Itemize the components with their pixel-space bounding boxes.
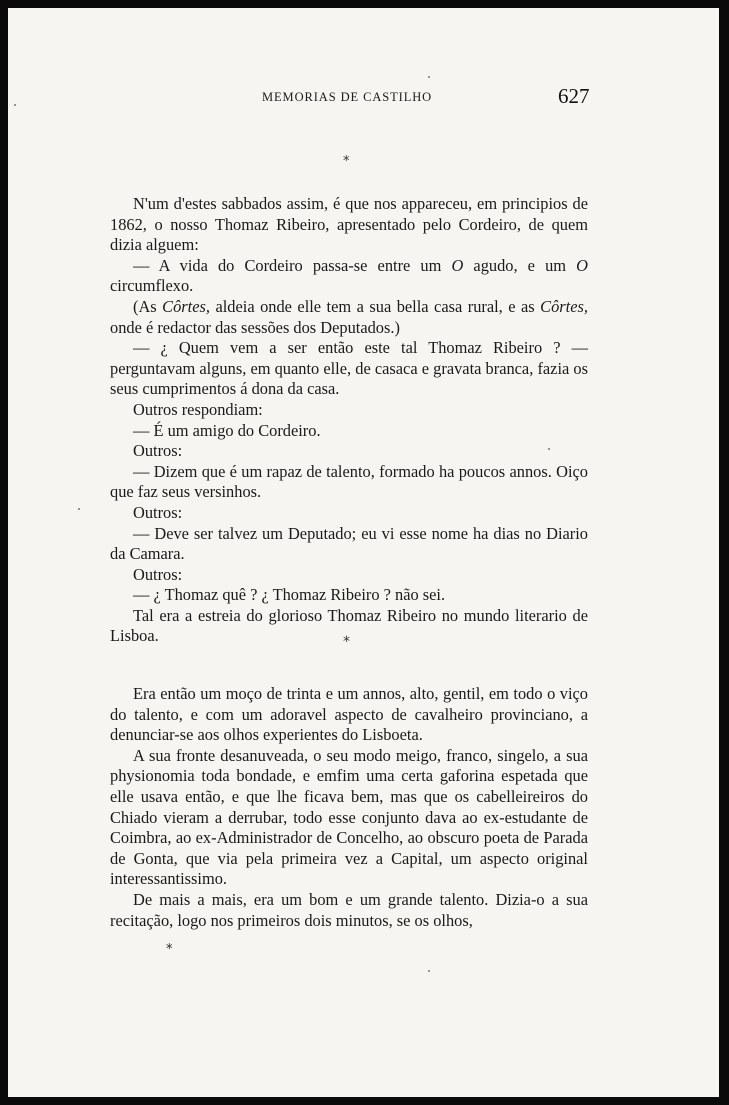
asterism-ornament: * <box>343 154 350 169</box>
paragraph: Era então um moço de trinta e um annos, alto, gentil, em todo o viço do talento, e com um adoravel aspecto de cavalheiro provinciano, a denunciar-se aos olhos experientes do Lisboeta. <box>110 684 588 745</box>
paper-speck <box>428 970 430 972</box>
paper-speck <box>78 508 80 510</box>
dialogue-line: — ¿ Thomaz quê ? ¿ Thomaz Ribeiro ? não sei. <box>133 585 446 605</box>
dialogue-line: — Dizem que é um rapaz de talento, formado ha poucos annos. Oiço que faz seus versinhos. <box>110 461 588 502</box>
paragraph: N'um d'estes sabbados assim, é que nos appareceu, em principios de 1862, o nosso Thomaz Ribeiro, apresentado pelo Cordeiro, de quem dizia alguem: <box>110 194 588 255</box>
dialogue-line: — Deve ser talvez um Deputado; eu vi esse nome ha dias no Diario da Camara. <box>110 523 588 564</box>
paragraph: Tal era a estreia do glorioso Thomaz Ribeiro no mundo literario de Lisboa. <box>110 605 588 646</box>
paragraph: De mais a mais, era um bom e um grande talento. Dizia-o a sua recitação, logo nos primeiros dois minutos, se os olhos, <box>110 889 588 930</box>
section-two-text <box>110 684 588 931</box>
asterism-ornament: * <box>343 634 350 650</box>
paper-speck <box>14 104 16 106</box>
book-page <box>8 8 719 1097</box>
dialogue-line: — ¿ Quem vem a ser então este tal Thomaz Ribeiro ? — perguntavam alguns, em quanto elle, de casaca e gravata branca, fazia os seus cumprimentos á dona da casa. <box>110 338 588 399</box>
dialogue-line: — A vida do Cordeiro passa-se entre um O agudo, e um O circumflexo. <box>110 255 588 296</box>
section-one-text <box>110 194 588 647</box>
parenthetical-note: (As Côrtes, aldeia onde elle tem a sua bella casa rural, e as Côrtes, onde é redactor das sessões dos Deputados.) <box>110 296 588 337</box>
running-head: MEMORIAS DE CASTILHO <box>262 90 433 104</box>
paragraph: Outros respondiam: <box>133 399 263 419</box>
paragraph: A sua fronte desanuveada, o seu modo meigo, franco, singelo, a sua physionomia toda bondade, e emfim uma certa gaforina espetada que elle usava então, e que lhe ficava bem, mas que os cabelleireiros do Chiado vieram a derrubar, todo esse conjunto dava ao ex-estudante de Coimbra, ao ex-Administrador de Concelho, ao obscuro poeta de Parada de Gonta, que via pela primeira vez a Capital, um aspecto original interessantissimo. <box>110 745 588 889</box>
paragraph: Outros: <box>133 564 183 584</box>
dialogue-line: — É um amigo do Cordeiro. <box>133 420 321 440</box>
page-header <box>8 86 719 112</box>
paper-speck <box>548 448 550 450</box>
paragraph: Outros: <box>133 441 183 461</box>
signature-mark: * <box>166 942 173 957</box>
page-number: 627 <box>558 84 590 108</box>
paragraph: Outros: <box>133 502 183 522</box>
paper-speck <box>428 76 430 78</box>
